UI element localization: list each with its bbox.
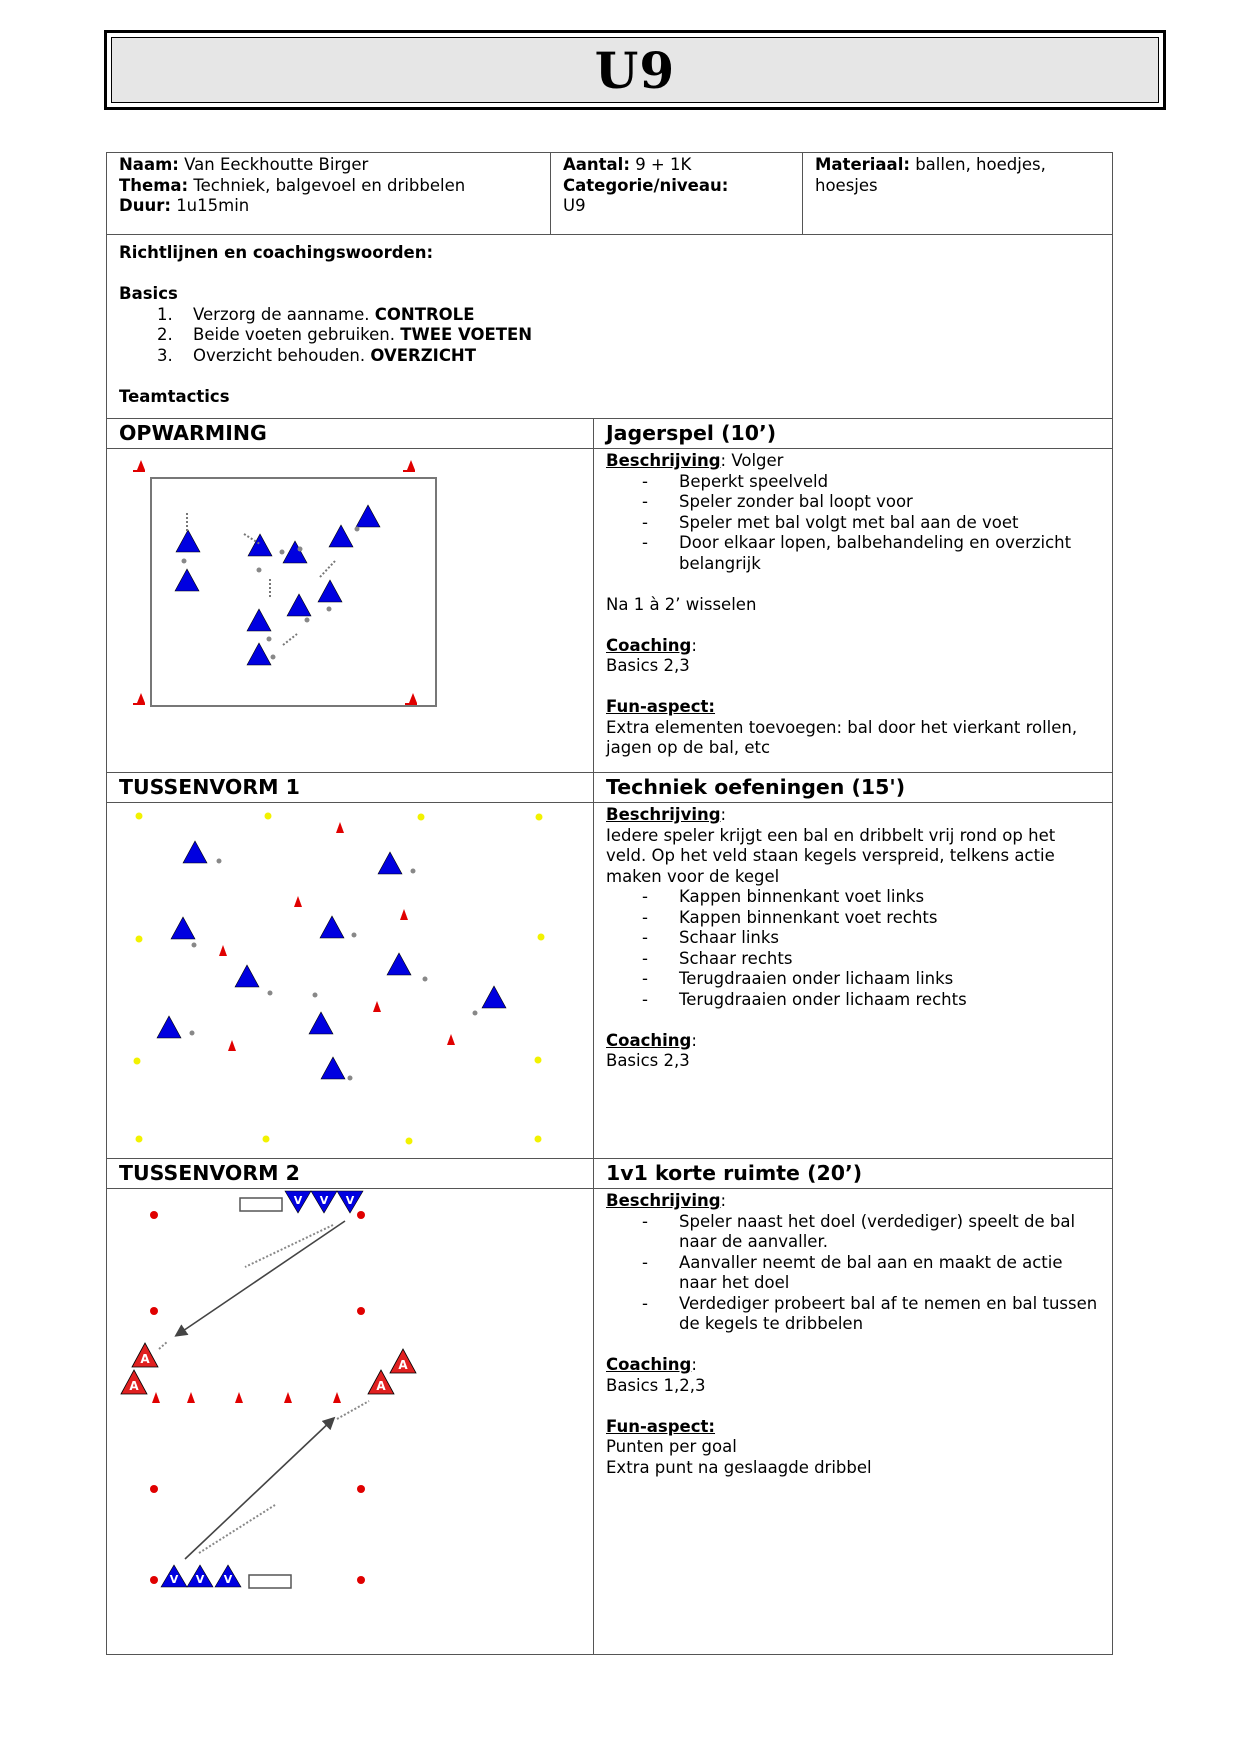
list-item: - Beperkt speelveld [642,472,1100,493]
materiaal-value: ballen, hoedjes, hoesjes [815,155,1046,195]
list-item: - Speler met bal volgt met bal aan de voet [642,513,1100,534]
coaching-value: Basics 1,2,3 [606,1375,706,1395]
dribble-paths [159,1225,369,1553]
description-opwarming: Beschrijving: Volger - Beperkt speelveld - Speler zonder bal loopt voor - Speler met bal volgt met bal aan de voet - Door elkaar lopen, balbehandeling en overzicht belangrijk Na 1 à 2’ wisselen Coaching: Basics 2,3 Fun-aspect: Extra elementen toevoegen: bal door het vierkant rollen, jagen op de bal, etc [594,449,1113,773]
diagram-opwarming [107,449,594,773]
naam-value: Van Eeckhoutte Birger [184,155,369,174]
section-header-row [107,773,1113,803]
fun-value: Punten per goal [606,1437,737,1456]
list-item: - Kappen binnenkant voet links [642,887,1100,908]
defender-label: V [223,1573,233,1586]
tussenvorm2-field-svg [107,1189,592,1653]
list-item: - Schaar links [642,928,1100,949]
section-body-row [107,803,1113,1159]
aantal-value: 9 + 1K [635,155,692,174]
session-table [106,152,1113,1655]
basic-item: 2. Beide voeten gebruiken. TWEE VOETEN [157,325,533,344]
goal-cones [152,1392,341,1403]
fun-value: Extra punt na geslaagde dribbel [606,1457,872,1477]
list-item: - Speler naast het doel (verdediger) speelt de bal naar de aanvaller. [642,1212,1100,1253]
list-item: - Kappen binnenkant voet rechts [642,908,1100,929]
pass-lines [177,1221,345,1559]
basics-title: Basics [119,284,178,303]
teamtactics-title: Teamtactics [119,386,230,406]
section-header-row [107,419,1113,449]
wissel-note: Na 1 à 2’ wisselen [606,594,757,614]
goal-top [240,1198,282,1211]
tussenvorm1-field-svg [107,803,592,1157]
players [175,505,380,665]
guidelines-title: Richtlijnen en coachingswoorden: [119,243,434,262]
fun-value: Extra elementen toevoegen: bal door het vierkant rollen, jagen op de bal, etc [606,717,1078,757]
list-item: - Verdediger probeert bal af te nemen en bal tussen de kegels te dribbelen [642,1294,1100,1335]
page-title: U9 [594,40,676,100]
bullet-list [606,887,1100,1010]
section-header-row [107,1159,1113,1189]
coaching-value: Basics 2,3 [606,656,690,675]
basic-item: 3. Overzicht behouden. OVERZICHT [157,345,476,365]
defender-label: V [169,1573,179,1586]
section-body-row [107,449,1113,773]
section-title: 1v1 korte ruimte (20’) [594,1159,1113,1189]
intro-text: Iedere speler krijgt een bal en dribbelt vrij rond op het veld. Op het veld staan kegels verspreid, telkens actie maken voor de kegel [606,825,1056,886]
list-item: - Terugdraaien onder lichaam links [642,969,1100,990]
description-tussenvorm-1: Beschrijving: Iedere speler krijgt een bal en dribbelt vrij rond op het veld. Op het veld staan kegels verspreid, telkens actie maken voor de kegel - Kappen binnenkant voet links - Kappen binnenkant voet rechts - Schaar links - Schaar rechts - Terugdraaien onder lichaam links - Terugdraaien onder lichaam rechts Coaching: Basics 2,3 [594,803,1113,1159]
attacker-label: A [398,1358,408,1372]
bullet-list [606,1212,1100,1335]
attackers [121,1343,416,1394]
info-row [107,153,1113,235]
thema-value: Techniek, balgevoel en dribbelen [193,175,466,195]
diagram-tussenvorm-2 [107,1189,594,1655]
list-item: - Speler zonder bal loopt voor [642,492,1100,513]
defender-label: V [319,1194,329,1207]
defender-label: V [293,1194,303,1207]
list-item: - Aanvaller neemt de bal aan en maakt de actie naar het doel [642,1253,1100,1294]
section-title: Jagerspel (10’) [594,419,1113,449]
list-item: - Terugdraaien onder lichaam rechts [642,990,1100,1011]
opwarming-field-svg [107,449,592,771]
page-header [104,30,1166,110]
categorie-value: U9 [563,196,586,215]
section-title: Techniek oefeningen (15') [594,773,1113,803]
section-label: OPWARMING [107,419,594,449]
coaching-value: Basics 2,3 [606,1051,690,1070]
section-body-row [107,1189,1113,1655]
corner-cones [133,460,417,705]
goal-bottom [249,1575,291,1588]
defender-label: V [345,1194,355,1207]
bullet-list [606,472,1100,575]
guidelines-cell [107,235,1113,419]
section-label: TUSSENVORM 2 [107,1159,594,1189]
list-item: - Schaar rechts [642,949,1100,970]
attacker-label: A [129,1379,139,1393]
info-general: Naam: Van Eeckhoutte Birger Thema: Techniek, balgevoel en dribbelen Duur: 1u15min [107,153,551,235]
attacker-label: A [376,1379,386,1393]
section-label: TUSSENVORM 1 [107,773,594,803]
defender-label: V [195,1573,205,1586]
info-material: Materiaal: ballen, hoedjes, hoesjes [803,153,1113,235]
description-tussenvorm-2: Beschrijving: - Speler naast het doel (verdediger) speelt de bal naar de aanvaller. - Aanvaller neemt de bal aan en maakt de actie naar het doel - Verdediger probeert bal af te nemen en bal tussen de kegels te dribbelen Coaching: Basics 1,2,3 Fun-aspect: Punten per goal Extra punt na geslaagde dribbel [594,1189,1113,1655]
info-group: Aantal: 9 + 1K Categorie/niveau: U9 [551,153,803,235]
field-square [151,478,436,706]
list-item: - Door elkaar lopen, balbehandeling en overzicht belangrijk [642,533,1100,574]
attacker-label: A [140,1352,150,1366]
duur-value: 1u15min [176,196,250,215]
basic-item: 1. Verzorg de aanname. CONTROLE [157,304,475,324]
header-box [111,37,1159,103]
guidelines-row [107,235,1113,419]
red-dots [150,1211,365,1584]
diagram-tussenvorm-1 [107,803,594,1159]
